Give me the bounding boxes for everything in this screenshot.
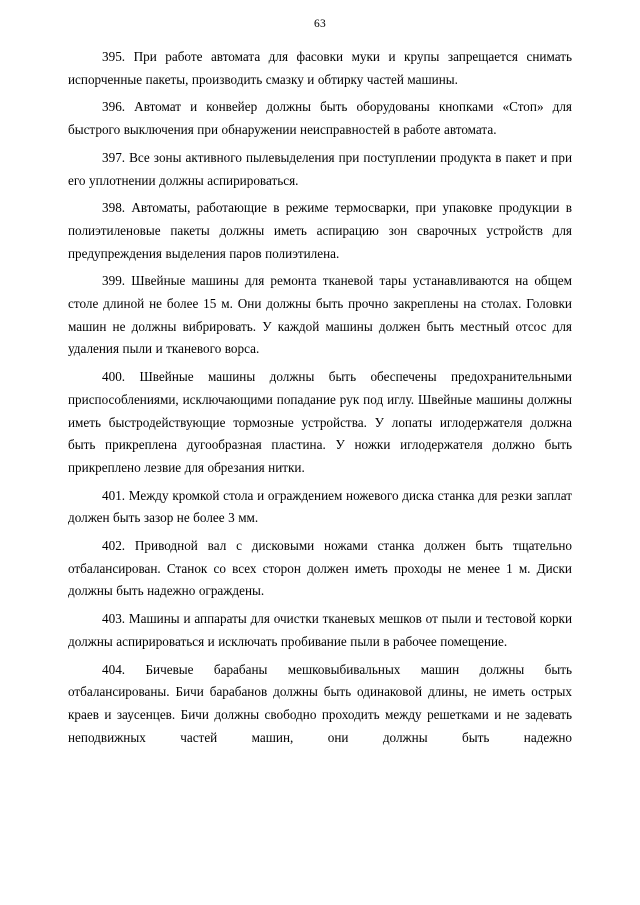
- paragraph-397: 397. Все зоны активного пылевыделения при поступлении продукта в пакет и при его уплотнении должны аспирироваться.: [68, 149, 572, 188]
- paragraph-402: 402. Приводной вал с дисковыми ножами станка должен быть тщательно отбалансирован. Станок со всех сторон должен иметь проходы не менее 1 м. Диски должны быть надежно ограждены.: [68, 538, 572, 599]
- paragraph-401: 401. Между кромкой стола и ограждением ножевого диска станка для резки заплат должен быть зазор не более 3 мм.: [68, 487, 572, 526]
- paragraph-395: 395. При работе автомата для фасовки муки и крупы запрещается снимать испорченные пакеты, производить смазку и обтирку частей машины.: [68, 49, 572, 87]
- document-body: [68, 46, 572, 754]
- paragraph-400: 400. Швейные машины должны быть обеспечены предохранительными приспособлениями, исключающими попадание рук под иглу. Швейные машины должны иметь быстродействующие тормозные устройства. У лопаты иглодержателя должна быть прикреплена дугообразная пластина. У ножки иглодержателя должно быть прикреплено лезвие для обрезания нитки.: [68, 369, 572, 475]
- paragraph-398: 398. Автоматы, работающие в режиме термосварки, при упаковке продукции в полиэтиленовые пакеты должны иметь аспирацию зон сварочных устройств для предупреждения выделения паров полиэтилена.: [68, 200, 572, 261]
- paragraph-399: 399. Швейные машины для ремонта тканевой тары устанавливаются на общем столе длиной не более 15 м. Они должны быть прочно закреплены на столах. Головки машин не должны вибрировать. У каждой машины должен быть местный отсос для удаления пыли и тканевого ворса.: [68, 273, 572, 357]
- paragraph-403: 403. Машины и аппараты для очистки тканевых мешков от пыли и тестовой корки должны аспирироваться и исключать пробивание пыли в рабочее помещение.: [68, 611, 572, 649]
- paragraph-396: 396. Автомат и конвейер должны быть оборудованы кнопками «Стоп» для быстрого выключения при обнаружении неисправностей в работе автомата.: [68, 99, 572, 138]
- page-number: 63: [314, 18, 326, 30]
- paragraph-404: 404. Бичевые барабаны мешковыбивальных машин должны быть отбалансированы. Бичи барабанов должны быть одинаковой длины, не иметь острых краев и заусенцев. Бичи должны свободно проходить между решетками и не задевать неподвижных частей машин, они должны быть надежно: [68, 661, 572, 745]
